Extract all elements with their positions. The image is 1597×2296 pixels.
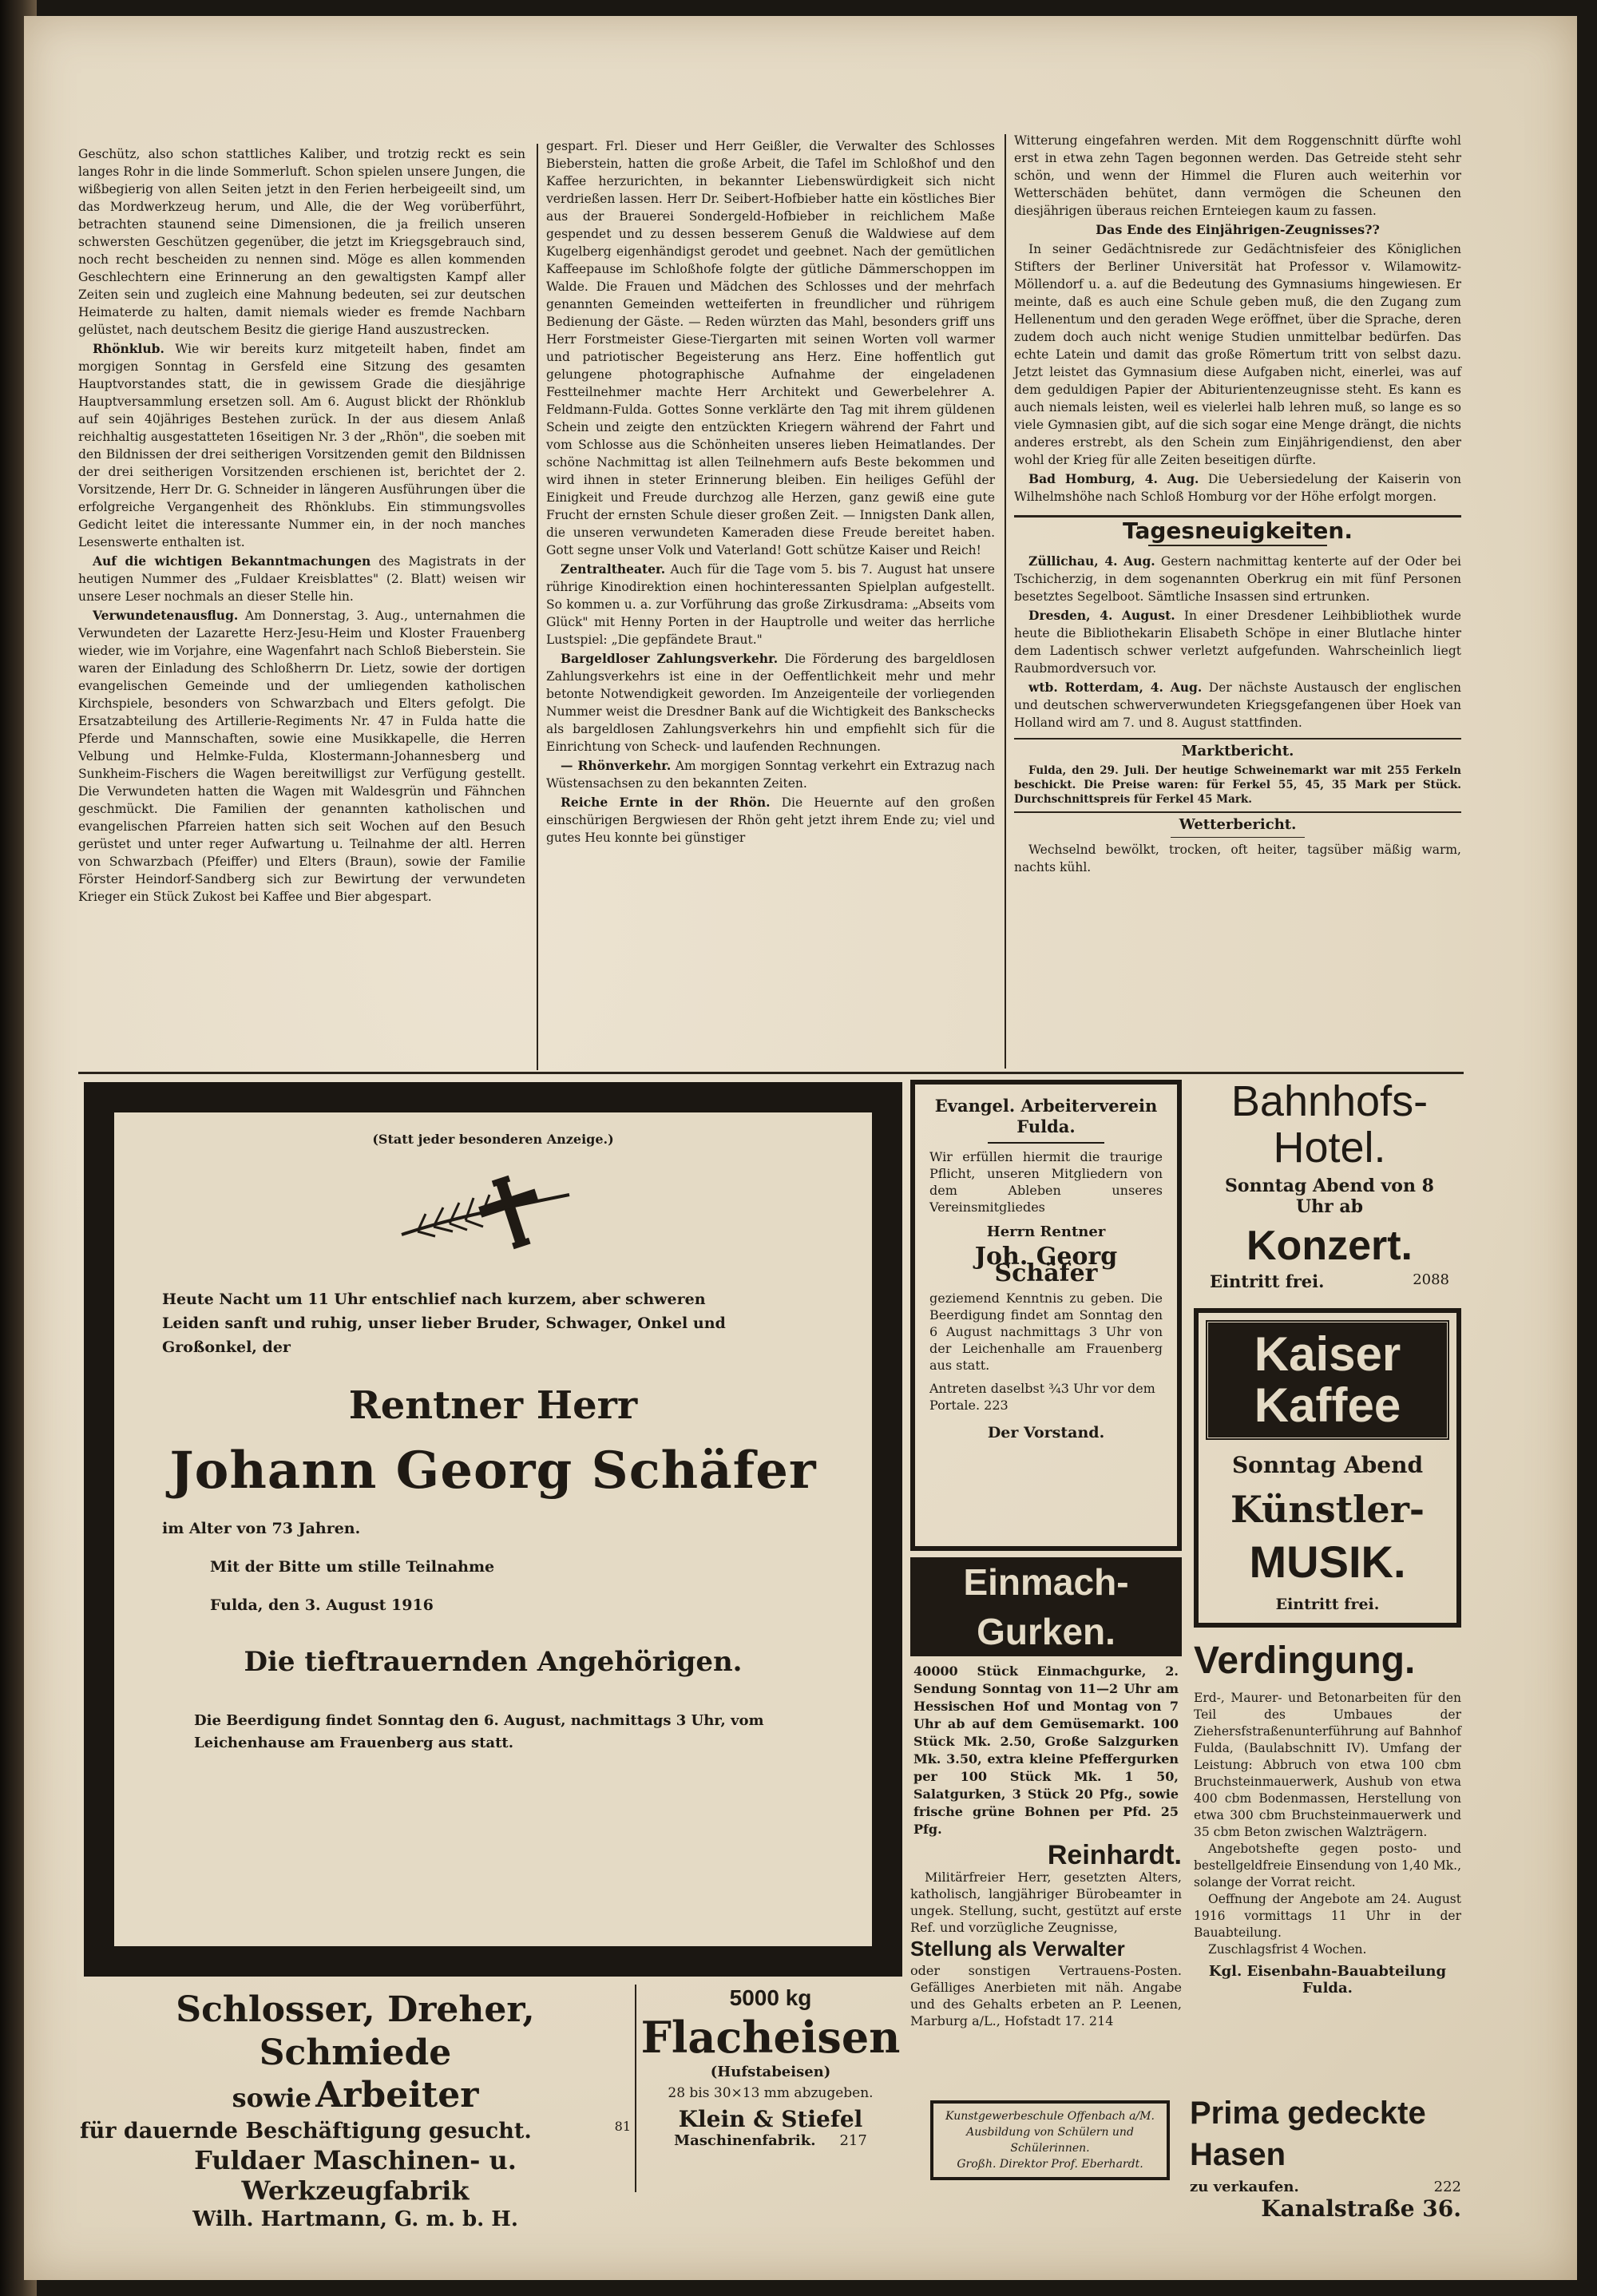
- verdingung-text: Oeffnung der Angebote am 24. August 1916 vormittags 11 Uhr in der Bauabteilung.: [1194, 1892, 1461, 1940]
- paragraph: Geschütz, also schon stattliches Kaliber, und trotzig reckt es sein langes Rohr in die linde Sommerluft. Schon spielen unsere Jungen, die wißbegierig von allen Seiten jetzt in den Ferien herbeigeeilt sind, um das Mordwerkzeug herum, und Alle, die der Weg vorüberführt, betrachten staunend seine Dimensionen, die ja freilich unseren schwersten Geschützen gegenüber, die jetzt im Kriegsgebrauch sind, noch recht bescheiden zu nennen sind. Möge es allen kommenden Geschlechtern eine Erinnerung an den gewaltigsten Kampf aller Zeiten sein und zugleich eine Mahnung bedeuten, sei zur deutschen Heimaterde zu halten, damit niemals wieder es fremde Nachbarn gelüstet, nach deutschem Besitz die gierige Hand auszustrecken.: [78, 147, 525, 337]
- ad-number: 81: [614, 2119, 631, 2134]
- flat-iron-sub: (Hufstabeisen): [710, 2064, 831, 2080]
- job-text: [910, 1962, 1182, 2029]
- paragraph-text: Wie wir bereits kurz mitgeteilt haben, findet am morgigen Sonntag in Gersfeld eine Sitzung des gesamten Hauptvorstandes statt, die in gewissem Grade die diesjährige Hauptversammlung ersetzen soll. Am 6. August blickt der Rhönklub auf sein 40jähriges Bestehen zurück. In der aus diesem Anlaß reichhaltig ausgestatteten 16seitigen Nr. 3 der „Rhön", die soeben mit den Bildnissen der drei seitherigen Vorsitzenden gemit den Bildnissen der drei seitherigen Vorsitzenden erschienen ist, berichtet der 2. Vorsitzende, Herr Dr. G. Schneider in längeren Ausführungen über die erfolgreiche Vergangenheit des Rhönklubs. Ein stimmungsvolles Gedicht leitet die interessante Nummer ein, in der noch manches Lesenswerte enthalten ist.: [78, 342, 525, 549]
- school-line: Kunstgewerbeschule Offenbach a/M.: [945, 2110, 1155, 2123]
- paragraph: Witterung eingefahren werden. Mit dem Roggenschnitt dürfte wohl erst in etwa zehn Tagen begonnen werden. Das Getreide steht sehr schön, und wenn der Himmel die Fluren auch weiterhin vor Wetterschäden behütet, dann vermögen die Scheunen den diesjährigen überaus reichen Ernteiegen kaum zu fassen.: [1014, 133, 1461, 218]
- workers-owner: Wilh. Hartmann, G. m. b. H.: [192, 2207, 518, 2231]
- notice-header: (Statt jeder besonderen Anzeige.): [372, 1132, 614, 1147]
- paragraph-text: Am Donnerstag, 3. Aug., unternahmen die Verwundeten der Lazarette Herz-Jesu-Heim und Kloster Frauenberg wieder, wie im Vorjahre, eine Wagenfahrt nach Schloß Bieberstein. Sie waren der Einladung des Schloßherrn Dr. Lietz, sowie der dortigen evangelischen Gemeinde und der umliegenden katholischen Kirchspiele, besonders von Schwarzbach und Elters gefolgt. Die Ersatzabteilung des Artillerie-Regiments Nr. 47 in Fulda hatte die Pferde und Mannschaften, sowie eine Musikkapelle, die Herren Velbung und Helmke-Fulda, Klostermann-Johannesberg und Sunkheim-Fischers die Wagen bereitwilligst zur Verfügung gestellt. Die Verwundeten hatten die Wagen mit Waldesgrün und Fähnchen geschmückt. Die Familien der genannten katholischen und evangelischen Pfarreien hatten sich seit Wochen auf den Besuch gerüstet und unter reger Aufwartung u. Teilnahme der altl. Herren von Schwarzbach (Pfeiffer) und Elters (Braun), sowie der Familie Förster Heindorf-Sandberg sich zur Bewirtung der verwundeten Krieger ein Stück Zukost bei Kaffee und Bier abgespart.: [78, 609, 525, 904]
- ad-text: [929, 1380, 1163, 1414]
- gurken-text: 40000 Stück Einmachgurke, 2. Sendung Sonntag von 11—2 Uhr am Hessischen Hof und Montag von 7 Uhr ab auf dem Gemüsemarkt. 100 Stück Mk. 2.50, Große Salzgurken Mk. 3.50, extra kleine Pfeffergurken per 100 Stück Mk. 1 50, Salatgurken, 3 Stück 20 Pfg., sowie frische grüne Bohnen per Pfd. 25 Pfg.: [913, 1664, 1179, 1837]
- kaffee-event: MUSIK.: [1249, 1537, 1406, 1587]
- flat-iron-type: Maschinenfabrik.: [674, 2132, 816, 2149]
- flat-iron-size: 28 bis 30×13 mm abzugeben.: [668, 2085, 874, 2101]
- paragraph: [1014, 607, 1461, 677]
- hotel-name: Bahnhofs-: [1230, 1077, 1429, 1125]
- verdingung-text: Zuschlagsfrist 4 Wochen.: [1208, 1942, 1367, 1957]
- column-rule: [537, 144, 538, 1070]
- notice-line: Leiden sanft und ruhig, unser lieber Bruder, Schwager, Onkel und: [162, 1315, 726, 1332]
- paragraph-text: Die Uebersiedelung der Kaiserin von Wilhelmshöhe nach Schloß Homburg vor der Höhe erfolgt morgen.: [1014, 472, 1461, 504]
- verdingung-text: Erd-, Maurer- und Betonarbeiten für den Teil des Umbaues der Ziehersfstraßenunterführung auf Bahnhof Fulda, (Baulabschnitt IV). Umfang der Leistung: Abbruch von etwa 100 cbm Bruchsteinmauerwerk, Aushub von etwa 400 cbm Bodenmassen, Herstellung von etwa 300 cbm Bruchsteinmauerwerk und 35 cbm Beton zwischen Walzträgern.: [1194, 1691, 1461, 1839]
- workers-heading: sowie: [232, 2083, 312, 2113]
- flat-iron-firm: Klein & Stiefel: [678, 2106, 863, 2132]
- school-line: Ausbildung von Schülern und Schülerinnen.: [966, 2126, 1134, 2155]
- workers-heading: Arbeiter: [315, 2075, 479, 2116]
- ad-signature: Der Vorstand.: [987, 1424, 1105, 1441]
- paragraph-text: In einer Dresdener Leihbibliothek wurde heute die Bibliothekarin Elisabeth Schöpe in einer Blutlache hinter dem Ladentisch schwer verletzt aufgefunden. Wahrscheinlich liegt Raubmordversuch vor.: [1014, 609, 1461, 676]
- art-school-ad: [930, 2100, 1170, 2180]
- heading-underline: [1148, 545, 1327, 546]
- kaffee-name: Kaiser Kaffee: [1205, 1319, 1450, 1441]
- arbeiterverein-ad: [910, 1080, 1182, 1551]
- hotel-time: Sonntag Abend von 8 Uhr ab: [1225, 1176, 1434, 1217]
- paragraph: [546, 650, 995, 755]
- column-1: [78, 145, 525, 907]
- hotel-ad: [1194, 1078, 1465, 1302]
- cross-palm-icon: [386, 1171, 601, 1259]
- paragraph-text: Die Förderung des bargeldlosen Zahlungsverkehrs ist eine in der Oeffentlichkeit mehr und mehr betonte Notwendigkeit geworden. Im Anzeigenteile der vorliegenden Nummer weist die Dresdner Bank auf die Wichtigkeit des Bankschecks als bargeldlosen Zahlungsverkehrs hin und empfiehlt sich für die Einrichtung von Scheck- und laufenden Rechnungen.: [546, 652, 996, 754]
- weather-heading: Wetterbericht.: [1179, 816, 1297, 833]
- paragraph: [78, 607, 525, 906]
- workers-ad: [80, 1989, 631, 2231]
- ad-heading: Evangel. Arbeiterverein Fulda.: [934, 1096, 1158, 1136]
- mourners: Die tieftrauernden Angehörigen.: [244, 1646, 743, 1678]
- rabbits-heading: Prima gedeckte Hasen: [1190, 2096, 1426, 2172]
- rabbits-ad: [1190, 2092, 1461, 2222]
- job-contact: oder sonstigen Vertrauens-Posten. Gefälliges Anerbieten mit näh. Angabe und des Gehalts erbeten an P. Leenen, Marburg a/L., Hofstadt 17.: [910, 1963, 1182, 2028]
- kaffee-ad: [1194, 1308, 1461, 1628]
- rabbits-sub: zu verkaufen.: [1190, 2179, 1299, 2195]
- section-title: — Rhönverkehr.: [561, 758, 672, 773]
- column-rule: [1005, 134, 1006, 1069]
- section-title: Züllichau, 4. Aug.: [1028, 553, 1155, 569]
- death-notice: [114, 1112, 872, 1946]
- paragraph-text: Am morgigen Sonntag verkehrt ein Extrazug nach Wüstensachsen zu den bekannten Zeiten.: [546, 759, 995, 791]
- meeting-info: Antreten daselbst ¾3 Uhr vor dem Portale.: [929, 1381, 1155, 1413]
- ad-number: 223: [984, 1398, 1009, 1413]
- paragraph: [1014, 679, 1461, 732]
- section-title: Auf die wichtigen Bekanntmachungen: [93, 553, 371, 569]
- deceased-name: Johann Georg Schäfer: [169, 1441, 817, 1501]
- weather-report: Wechselnd bewölkt, trocken, oft heiter, tagsüber mäßig warm, nachts kühl.: [1014, 843, 1461, 874]
- hotel-event: Konzert.: [1246, 1223, 1413, 1269]
- paragraph-text: Der nächste Austausch der englischen und deutschen schwerverwundeten Kriegsgefangenen über Hoek van Holland wird am 7. und 8. August stattfinden.: [1014, 680, 1462, 730]
- market-report: Fulda, den 29. Juli. Der heutige Schweinemarkt war mit 255 Ferkeln beschickt. Die Preise waren: für Ferkel 55, 45, 35 Mark per Stück. Durchschnittspreis für Ferkel 45 Mark.: [1014, 764, 1461, 806]
- paragraph: gespart. Frl. Dieser und Herr Geißler, die Verwalter des Schlosses Bieberstein, hatten die große Arbeit, die Tafel im Schloßhof und den Kaffee herzurichten, in bekannter Liebenswürdigkeit sich nicht verdrießen lassen. Herr Dr. Seibert-Hofbieber hatte ein köstliches Bier aus der Brauerei Sondergeld-Hofbieber in reichlichem Maße gespendet und zu dessen besserem Genuß die Waldwiese auf dem Kugelberg eigenhändigst gerodet und geebnet. Nach der gemütlichen Kaffeepause im Schloßhofe folgte der gütliche Dämmerschoppen im Walde. Die Frauen und Mädchen des Schlosses und der mehrfach genannten Gemeinden wetteiferten in freundlicher und rührigem Bedienung der Gäste. — Reden würzten das Mahl, besonders griff uns Herr Forstmeister Giese-Tiergarten mit seinen Worten voll warmer und patriotischer Begeisterung ans Herz. Eine hoffentlich gut gelungene photographische Aufnahme der eingeladenen Festteilnehmer machte Herr Architekt und Gewerbelehrer A. Feldmann-Fulda. Gottes Sonne verklärte den Tag mit ihrem güldenen Schein und zeigte den entzückten Kriegern während der Fahrt und vom Schlosse aus die Schönheiten unseres lieben Heimatlandes. Der schöne Nachmittag ist allen Teilnehmern aufs Beste bekommen und wird ihnen in steter Erinnerung bleiben. Ein heiliges Gefühl der Einigkeit und Freude durchzog alle Herzen, ganz gewiß eine gute Frucht der ernsten Schule dieser großen Zeit. — Innigsten Dank allen, die unseren verwundeten Kameraden diese Freude bereitet haben. Gott segne unser Volk und Vaterland! Gott schütze Kaiser und Reich!: [546, 139, 995, 557]
- paragraph: [546, 757, 995, 792]
- ad-number: 217: [839, 2132, 867, 2149]
- news-heading: Tagesneuigkeiten.: [1123, 517, 1353, 544]
- notice-line: Heute Nacht um 11 Uhr entschlief nach kurzem, aber schweren: [162, 1291, 706, 1308]
- job-heading: Stellung als Verwalter: [910, 1937, 1125, 1961]
- paragraph-text: Gestern nachmittag kenterte auf der Oder bei Tschicherzig, in dem sogenannten Oberkrug ein mit fünf Personen besetztes Segelboot. Sämtliche Insassen sind ertrunken.: [1014, 554, 1461, 604]
- column-3: [1014, 132, 1461, 878]
- heading-underline: [1171, 837, 1305, 838]
- paragraph: [1014, 553, 1461, 605]
- section-title: Bargeldloser Zahlungsverkehr.: [561, 651, 779, 666]
- flat-iron-qty: 5000 kg: [729, 1985, 812, 2010]
- section-title: Rhönklub.: [93, 341, 164, 356]
- kaffee-time: Sonntag Abend: [1231, 1452, 1424, 1478]
- paragraph-text: Die Heuernte auf den großen einschürigen Bergwiesen der Rhön geht jetzt ihrem Ende zu; viel und gutes Heu konnte bei günstiger: [546, 795, 995, 845]
- paragraph: In seiner Gedächtnisrede zur Gedächtnisfeier des Königlichen Stifters der Berliner Universität hat Professor v. Wilamowitz-Möllendorf u. a. auf die Bedeutung des Gymnasiums hingewiesen. Er meinte, daß es auch eine Schule geben muß, die den Zugang zum Hellenentum und den geraden Wege eröffnet, über die Sprache, deren zudem doch auch nicht wenige Studien unmittelbar bedürfen. Das echte Latein und damit das große Römertum tritt von selbst dazu. Jetzt leistet das Gymnasium diese Aufgaben nicht, einerlei, was auf dem geduldigen Papier der Abiturientenzeugnisse steht. Es kann es auch niemals leisten, weil es vielerlei halb lehren muß, so lange es so viele Gymnasien gibt, auf die sich sogar eine Menge drängt, die nichts anderes erstrebt, als den Schein zum Einjährigendienst, den aber wohl der Krieg für alle Zeiten beseitigen dürfte.: [1014, 242, 1461, 467]
- rabbits-address: Kanalstraße 36.: [1261, 2195, 1461, 2222]
- market-heading: Marktbericht.: [1181, 743, 1294, 759]
- column-2: [546, 137, 995, 848]
- paragraph: [546, 561, 995, 648]
- paragraph: [546, 794, 995, 847]
- job-seeker-ad: [910, 1869, 1182, 2084]
- kaffee-entry: Eintritt frei.: [1275, 1596, 1380, 1613]
- kaffee-event: Künstler-: [1230, 1488, 1425, 1531]
- notice-request: Mit der Bitte um stille Teilnahme: [210, 1558, 495, 1576]
- verdingung-ad: [1194, 1637, 1461, 2092]
- flat-iron-heading: Flacheisen: [640, 2012, 901, 2063]
- section-title: Verwundetenausflug.: [93, 608, 239, 623]
- workers-heading: Schlosser, Dreher, Schmiede: [176, 1989, 535, 2073]
- ad-subheading: Herrn Rentner: [986, 1223, 1106, 1240]
- gurken-heading: Einmach-Gurken.: [910, 1557, 1182, 1656]
- heading-underline: [988, 1142, 1104, 1144]
- section-title: Das Ende des Einjährigen-Zeugnisses??: [1096, 222, 1380, 237]
- section-title: wtb. Rotterdam, 4. Aug.: [1028, 680, 1203, 695]
- paragraph: [78, 553, 525, 605]
- section-title: Dresden, 4. August.: [1028, 608, 1175, 623]
- section-title: Zentraltheater.: [561, 561, 666, 577]
- ad-number: 2088: [1413, 1271, 1449, 1288]
- workers-firm: Fuldaer Maschinen- u. Werkzeugfabrik: [194, 2145, 517, 2206]
- paragraph: [1014, 470, 1461, 506]
- deceased-title: Rentner Herr: [348, 1383, 638, 1428]
- school-line: Großh. Direktor Prof. Eberhardt.: [957, 2158, 1143, 2171]
- funeral-info: Die Beerdigung findet Sonntag den 6. August, nachmittags 3 Uhr, vom Leichenhause am Frauenberg aus statt.: [194, 1712, 764, 1751]
- job-text: Militärfreier Herr, gesetzten Alters, katholisch, langjähriger Bürobeamter in ungek. Stellung, sucht, gestützt auf erste Ref. und vorzügliche Zeugnisse,: [910, 1870, 1182, 1935]
- ad-text: geziemend Kenntnis zu geben. Die Beerdigung findet am Sonntag den 6 August nachmittags 3 Uhr von der Leichenhalle am Frauenberg aus statt.: [929, 1291, 1163, 1373]
- flat-iron-ad: [639, 1985, 902, 2193]
- paragraph-text: des Magistrats in der heutigen Nummer des „Fuldaer Kreisblattes" (2. Blatt) weisen wir unsere Leser nochmals an dieser Stelle hin.: [78, 554, 525, 604]
- column-rule: [635, 1985, 636, 2192]
- hotel-entry: Eintritt frei.: [1210, 1271, 1325, 1291]
- gurken-signature: Reinhardt.: [1047, 1840, 1182, 1870]
- ad-text: Wir erfüllen hiermit die traurige Pflicht, unseren Mitgliedern von dem Ableben unseres Vereinsmitgliedes: [929, 1149, 1163, 1215]
- paragraph: [78, 340, 525, 551]
- verdingung-heading: Verdingung.: [1194, 1640, 1416, 1682]
- workers-text: für dauernde Beschäftigung gesucht.: [80, 2119, 532, 2143]
- ad-name: Joh. Georg Schäfer: [974, 1243, 1118, 1287]
- notice-place-date: Fulda, den 3. August 1916: [210, 1596, 434, 1614]
- hotel-name: Hotel.: [1273, 1124, 1386, 1172]
- gurken-ad: [910, 1557, 1182, 1870]
- ads-divider: [78, 1072, 1464, 1074]
- ad-number: 222: [1433, 2179, 1461, 2195]
- deceased-age: im Alter von 73 Jahren.: [162, 1520, 361, 1537]
- verdingung-signature: Kgl. Eisenbahn-Bauabteilung Fulda.: [1208, 1963, 1447, 1997]
- notice-line: Großonkel, der: [162, 1338, 291, 1356]
- ad-number: 214: [1088, 2013, 1114, 2028]
- verdingung-text: Angebotshefte gegen posto- und bestellgeldfreie Einsendung von 1,40 Mk., solange der Vorrat reicht.: [1194, 1842, 1461, 1890]
- section-divider: [1014, 811, 1461, 813]
- paragraph-text: Auch für die Tage vom 5. bis 7. August hat unsere rührige Kinodirektion einen hochinteressanten Spielplan aufgestellt. So kommen u. a. zur Vorführung das große Zirkusdrama: „Abseits vom Glück" mit Henny Porten in der Hauptrolle und weiter das herrliche Lustspiel: „Die gepfändete Braut.": [546, 562, 995, 647]
- section-title: Reiche Ernte in der Rhön.: [561, 795, 771, 810]
- section-title: Bad Homburg, 4. Aug.: [1028, 471, 1199, 486]
- death-notice-frame: [84, 1082, 902, 1977]
- section-divider: [1014, 738, 1461, 740]
